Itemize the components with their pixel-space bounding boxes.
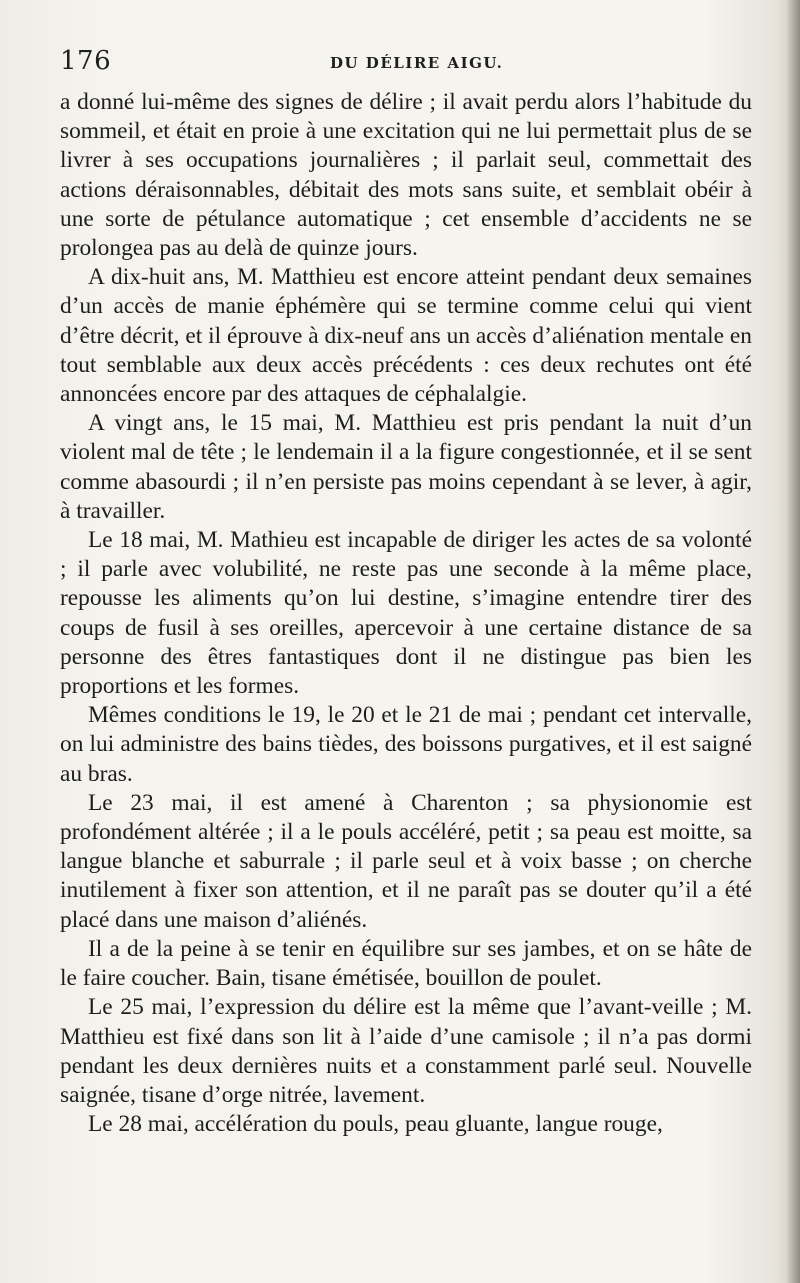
running-head: DU DÉLIRE AIGU. [330, 54, 504, 72]
paragraph: Le 18 mai, M. Mathieu est incapable de diriger les actes de sa volonté ; il parle avec volubilité, ne reste pas une seconde à la même place, repousse les aliments qu’on lui destine, s’imagine entendre tirer des coups de fusil à ses oreilles, apercevoir à une certaine distance de sa personne des êtres fantastiques dont il ne distingue pas bien les proportions et les formes. [60, 527, 752, 700]
paragraph: Le 23 mai, il est amené à Charenton ; sa physionomie est profondément altérée ; il a le pouls accéléré, petit ; sa peau est moitte, sa langue blanche et saburrale ; il parle seul et à voix basse ; on cherche inutilement à fixer son attention, et il ne paraît pas se douter qu’il a été placé dans une maison d’aliénés. [60, 789, 752, 933]
paragraph: Le 25 mai, l’expression du délire est la même que l’avant-veille ; M. Matthieu est fixé dans son lit à l’aide d’une camisole ; il n’a pas dormi pendant les deux dernières nuits et a constamment parlé seul. Nouvelle saignée, tisane d’orge nitrée, lavement. [60, 994, 752, 1108]
page-spine-shadow [786, 0, 800, 1283]
paragraph: A vingt ans, le 15 mai, M. Matthieu est pris pendant la nuit d’un violent mal de tête ; le lendemain il a la figure congestionnée, et il se sent comme abasourdi ; il n’en persiste pas moins cependant à se lever, à agir, à travailler. [60, 410, 752, 524]
paragraph: A dix-huit ans, M. Matthieu est encore atteint pendant deux semaines d’un accès de manie éphémère qui se termine comme celui qui vient d’être décrit, et il éprouve à dix-neuf ans un accès d’aliénation mentale en tout semblable aux deux accès précédents : ces deux rechutes ont été annoncées encore par des attaques de céphalalgie. [60, 264, 752, 408]
page-header [60, 46, 750, 82]
body-text [60, 88, 752, 1139]
paragraph: Le 28 mai, accélération du pouls, peau gluante, langue rouge, [88, 1111, 663, 1138]
paragraph: Mêmes conditions le 19, le 20 et le 21 de mai ; pendant cet intervalle, on lui administre des bains tièdes, des boissons purgatives, et il est saigné au bras. [60, 702, 752, 787]
paragraph-continued: a donné lui-même des signes de délire ; il avait perdu alors l’habitude du sommeil, et était en proie à une excitation qui ne lui permettait plus de se livrer à ses occupations journalières ; il parlait seul, commettait des actions déraisonnables, débitait des mots sans suite, et semblait obéir à une sorte de pétulance automatique ; cet ensemble d’accidents ne se prolongea pas au delà de quinze jours. [60, 89, 752, 262]
page-number: 176 [60, 46, 112, 76]
paragraph: Il a de la peine à se tenir en équilibre sur ses jambes, et on se hâte de le faire coucher. Bain, tisane émétisée, bouillon de poulet. [60, 935, 752, 992]
